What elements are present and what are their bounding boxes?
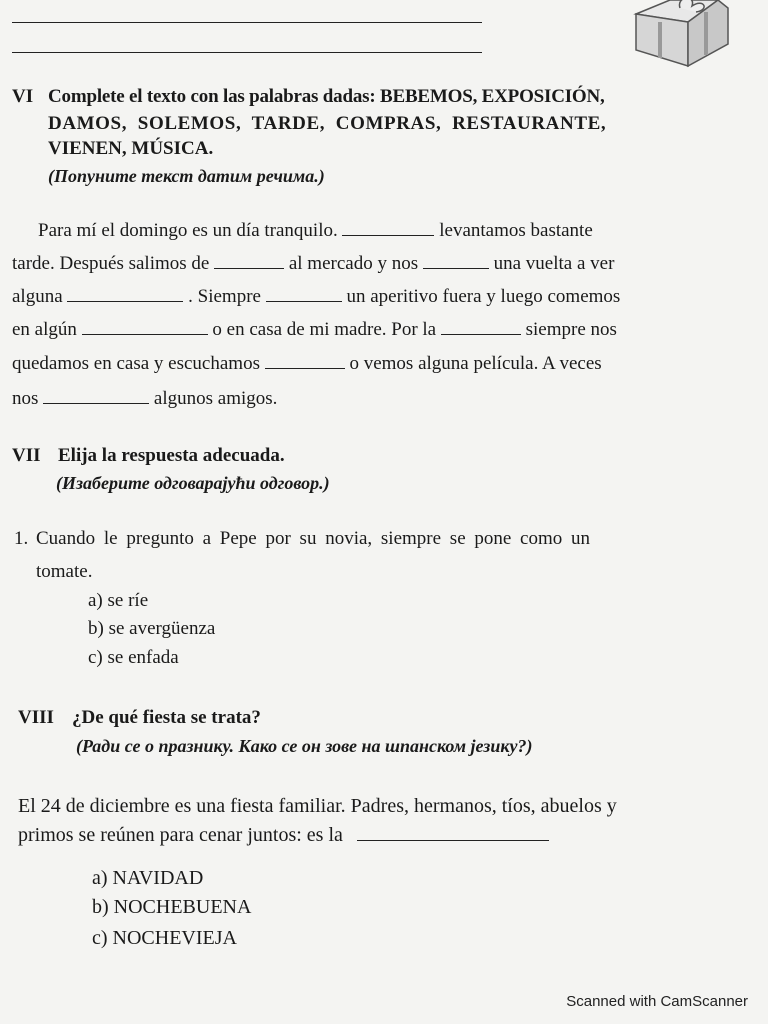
scanner-watermark: Scanned with CamScanner (566, 993, 748, 1010)
vi-text-line-5: quedamos en casa y escuchamos o vemos alguna película. A veces (12, 353, 602, 374)
blank-7[interactable] (441, 318, 521, 335)
vi-text-line-4: en algún o en casa de mi madre. Por la siempre nos (12, 319, 617, 340)
vii-question-number: 1. (14, 528, 29, 549)
section-vii-subtitle: (Изаберите одговарајући одговор.) (56, 473, 330, 493)
section-viii-title: ¿De qué fiesta se trata? (72, 707, 261, 728)
blank-9[interactable] (43, 387, 149, 404)
viii-option-b[interactable]: b) NOCHEBUENA (92, 896, 252, 918)
gift-box-illustration (618, 0, 768, 72)
vi-text-line-3: alguna . Siempre un aperitivo fuera y luego comemos (12, 286, 621, 307)
top-rule-2 (12, 52, 482, 53)
blank-3[interactable] (423, 252, 489, 269)
viii-text-line2: primos se reúnen para cenar juntos: es la (18, 819, 549, 852)
blank-1[interactable] (342, 219, 434, 236)
viii-text-line1: El 24 de diciembre es una fiesta familiar. Padres, hermanos, tíos, abuelos y (18, 795, 617, 817)
blank-2[interactable] (214, 252, 284, 269)
section-vi-title-line2: DAMOS, SOLEMOS, TARDE, COMPRAS, RESTAURANTE, (48, 113, 607, 134)
vii-question-line2: tomate. (36, 561, 93, 582)
section-viii-number: VIII (18, 707, 54, 728)
section-vi-subtitle: (Попуните текст датим речима.) (48, 166, 325, 186)
vii-option-c[interactable]: c) se enfada (88, 647, 179, 668)
viii-option-c[interactable]: c) NOCHEVIEJA (92, 927, 237, 949)
section-vi-number: VI (12, 86, 34, 107)
blank-6[interactable] (82, 318, 208, 335)
blank-fiesta[interactable] (357, 824, 549, 841)
section-vii-title: Elija la respuesta adecuada. (58, 445, 285, 466)
vi-text-line-6: nos algunos amigos. (12, 388, 278, 409)
top-rule-1 (12, 22, 482, 23)
blank-8[interactable] (265, 352, 345, 369)
section-vi-title-line1: Complete el texto con las palabras dadas: BEBEMOS, EXPOSICIÓN, (48, 86, 605, 107)
blank-4[interactable] (67, 285, 183, 302)
section-vi-title-line3: VIENEN, MÚSICA. (48, 138, 214, 159)
vii-question-line1: Cuando le pregunto a Pepe por su novia, siempre se pone como un (36, 528, 591, 549)
section-viii-subtitle: (Ради се о празнику. Како се он зове на шпанском језику?) (76, 736, 533, 756)
vi-text-line-2: tarde. Después salimos de al mercado y nos una vuelta a ver (12, 253, 615, 274)
section-vii-number: VII (12, 445, 41, 466)
vi-text-line-1: Para mí el domingo es un día tranquilo. levantamos bastante (38, 220, 593, 241)
vii-option-a[interactable]: a) se ríe (88, 590, 149, 611)
vii-option-b[interactable]: b) se avergüenza (88, 618, 216, 639)
blank-5[interactable] (266, 285, 342, 302)
viii-option-a[interactable]: a) NAVIDAD (92, 867, 204, 889)
